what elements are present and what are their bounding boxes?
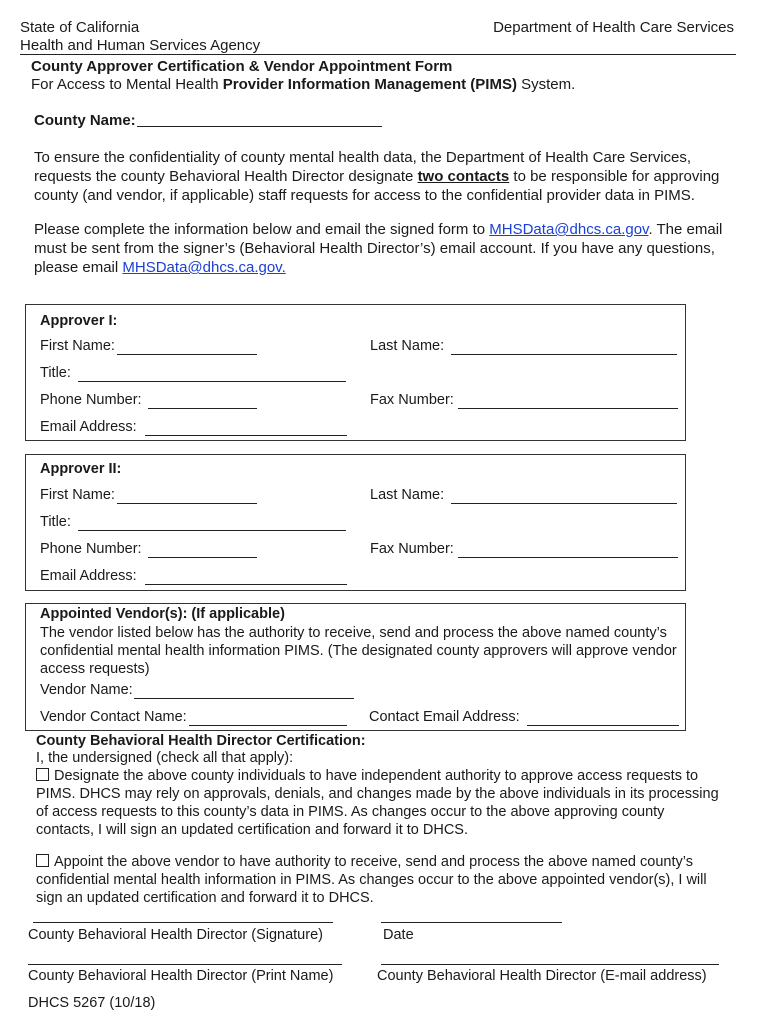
approver-1-first-name-field[interactable] [117, 354, 257, 355]
header-rule [20, 54, 736, 55]
approver-1-heading: Approver I: [40, 313, 118, 329]
designate-checkbox[interactable] [36, 768, 49, 781]
form-title: County Approver Certification & Vendor Appointment Form [31, 58, 453, 75]
county-name-field[interactable] [137, 126, 382, 127]
vendor-contact-name-field[interactable] [189, 725, 347, 726]
approver-2-email-field[interactable] [145, 584, 347, 585]
approver-2-heading: Approver II: [40, 461, 122, 477]
intro-paragraph-2: Please complete the information below and email the signed form to MHSData@dhcs.ca.gov. The email must be sent from the signer’s (Behavioral Health Director’s) email account. If you have any questions, please email MHSData@dhcs.ca.gov. [34, 221, 723, 276]
approver-2-first-name-label: First Name: [40, 487, 115, 503]
approver-1-title-field[interactable] [78, 381, 346, 382]
approver-2-last-name-label: Last Name: [370, 487, 445, 503]
approver-2-fax-label: Fax Number: [370, 541, 454, 557]
director-email-line[interactable] [381, 964, 719, 965]
vendor-name-field[interactable] [134, 698, 354, 699]
appoint-vendor-checkbox[interactable] [36, 854, 49, 867]
approver-2-first-name-field[interactable] [117, 503, 257, 504]
approver-2-title-label: Title: [40, 514, 71, 530]
vendor-contact-email-label: Contact Email Address: [369, 709, 520, 725]
approver-1-phone-field[interactable] [148, 408, 257, 409]
form-number: DHCS 5267 (10/18) [28, 995, 156, 1011]
header-department: Department of Health Care Services [493, 19, 734, 36]
approver-1-email-field[interactable] [145, 435, 347, 436]
certification-intro: I, the undersigned (check all that apply): [36, 750, 294, 766]
approver-1-last-name-field[interactable] [451, 354, 677, 355]
certification-heading: County Behavioral Health Director Certification: [36, 733, 366, 749]
approver-1-first-name-label: First Name: [40, 338, 115, 354]
vendor-description: The vendor listed below has the authority to receive, send and process the above named county’s confidential mental health information PIMS. (The designated county approvers will approve vendor access requests) [40, 625, 677, 677]
certification-option-2: Appoint the above vendor to have authority to receive, send and process the above named county’s confidential mental health information in PIMS. As changes occur to the above appointed vendor(s), I will sign an updated certification and forward it to DHCS. [36, 854, 707, 906]
approver-1-email-label: Email Address: [40, 419, 137, 435]
print-name-label: County Behavioral Health Director (Print Name) [28, 968, 334, 984]
header-agency: Health and Human Services Agency [20, 37, 261, 54]
approver-1-fax-field[interactable] [458, 408, 678, 409]
print-name-line[interactable] [28, 964, 342, 965]
approver-2-phone-field[interactable] [148, 557, 257, 558]
header-state: State of California [20, 19, 140, 36]
approver-2-last-name-field[interactable] [451, 503, 677, 504]
vendor-section [25, 603, 686, 731]
approver-2-title-field[interactable] [78, 530, 346, 531]
form-subtitle: For Access to Mental Health Provider Information Management (PIMS) System. [31, 76, 576, 93]
email-link-1[interactable]: MHSData@dhcs.ca.gov [489, 221, 649, 238]
date-line[interactable] [381, 922, 562, 923]
vendor-contact-name-label: Vendor Contact Name: [40, 709, 187, 725]
date-label: Date [383, 927, 414, 943]
vendor-name-label: Vendor Name: [40, 682, 133, 698]
county-name-label: County Name: [34, 112, 136, 129]
signature-line[interactable] [33, 922, 333, 923]
approver-2-fax-field[interactable] [458, 557, 678, 558]
approver-1-fax-label: Fax Number: [370, 392, 454, 408]
vendor-contact-email-field[interactable] [527, 725, 679, 726]
approver-1-section [25, 304, 686, 441]
director-email-label: County Behavioral Health Director (E-mail address) [377, 968, 707, 984]
approver-1-phone-label: Phone Number: [40, 392, 142, 408]
intro-paragraph-1: To ensure the confidentiality of county mental health data, the Department of Health Care Services, requests the county Behavioral Health Director designate two contacts to be responsible for approving county (and vendor, if applicable) staff requests for access to the confidential provider data in PIMS. [34, 149, 720, 204]
approver-2-email-label: Email Address: [40, 568, 137, 584]
email-link-2[interactable]: MHSData@dhcs.ca.gov. [122, 259, 286, 276]
approver-1-title-label: Title: [40, 365, 71, 381]
vendor-heading: Appointed Vendor(s): (If applicable) [40, 606, 285, 622]
signature-label: County Behavioral Health Director (Signature) [28, 927, 323, 943]
certification-option-1: Designate the above county individuals to have independent authority to approve access requests to PIMS. DHCS may rely on approvals, denials, and changes made by the above individuals in its processing of access requests to this county’s data in PIMS. As changes occur to the above approving county contacts, I will sign an updated certification and forward it to DHCS. [36, 768, 719, 838]
approver-1-last-name-label: Last Name: [370, 338, 445, 354]
approver-2-section [25, 454, 686, 591]
approver-2-phone-label: Phone Number: [40, 541, 142, 557]
